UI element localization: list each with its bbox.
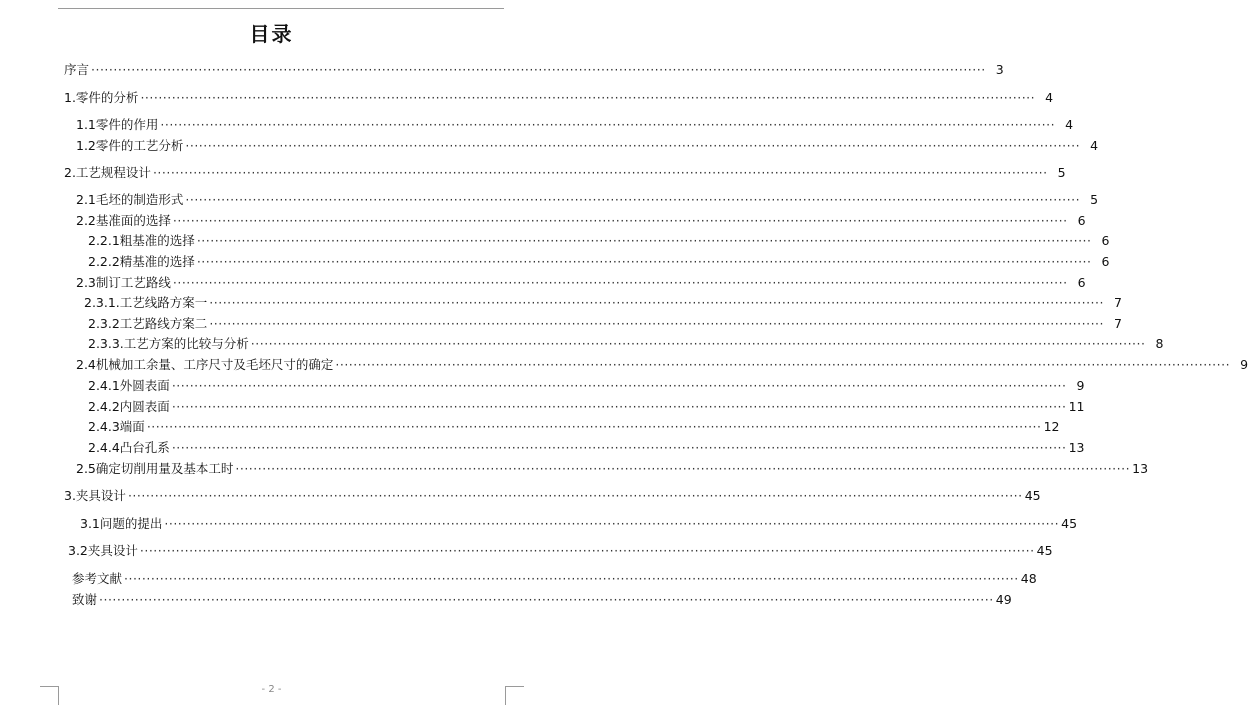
toc-entry-label: 2.5确定切削用量及基本工时 bbox=[76, 461, 234, 476]
toc-entry-page: 12 bbox=[1043, 419, 1060, 434]
toc-entry-page: 9 bbox=[1240, 357, 1248, 372]
toc-entry[interactable] bbox=[76, 137, 1099, 155]
page-number-footer: - 2 - bbox=[261, 684, 282, 695]
toc-entry-label: 2.2.2精基准的选择 bbox=[88, 254, 195, 269]
toc-entry-page: 6 bbox=[1077, 275, 1086, 290]
toc-entry[interactable] bbox=[76, 356, 1248, 374]
toc-entry-page: 4 bbox=[1065, 117, 1074, 132]
toc-entry-page: 6 bbox=[1077, 213, 1086, 228]
toc-entry[interactable] bbox=[76, 212, 1086, 230]
toc-leader-dots: ········································································································································································································ bbox=[209, 295, 1104, 310]
toc-leader-dots: ········································································································································································································ bbox=[250, 336, 1146, 351]
toc-leader-dots: ········································································································································································································ bbox=[164, 516, 1060, 531]
toc-entry-page: 9 bbox=[1076, 378, 1085, 393]
toc-entry-page: 11 bbox=[1068, 399, 1085, 414]
toc-entry-label: 2.工艺规程设计 bbox=[64, 165, 151, 180]
toc-leader-dots: ········································································································································································································ bbox=[160, 117, 1056, 132]
toc-entry-page: 45 bbox=[1061, 516, 1078, 531]
toc-entry[interactable] bbox=[88, 232, 1110, 250]
toc-entry[interactable] bbox=[72, 570, 1037, 588]
toc-entry-page: 4 bbox=[1090, 138, 1099, 153]
toc-entry-label: 1.2零件的工艺分析 bbox=[76, 138, 184, 153]
toc-entry-label: 3.1问题的提出 bbox=[80, 516, 163, 531]
toc-entry-page: 45 bbox=[1036, 543, 1053, 558]
toc-leader-dots: ········································································································································································································ bbox=[171, 399, 1067, 414]
toc-entry[interactable] bbox=[64, 487, 1041, 505]
toc-entry-page: 45 bbox=[1024, 488, 1041, 503]
toc-entry[interactable] bbox=[64, 61, 1004, 79]
toc-entry-label: 2.1毛坯的制造形式 bbox=[76, 192, 184, 207]
toc-entry-label: 3.2夹具设计 bbox=[68, 543, 138, 558]
toc-leader-dots: ········································································································································································································ bbox=[139, 543, 1035, 558]
toc-entry[interactable] bbox=[64, 89, 1054, 107]
toc-entry[interactable] bbox=[68, 542, 1053, 560]
toc-leader-dots: ········································································································································································································ bbox=[99, 592, 994, 607]
toc-entry-label: 2.4.2内圆表面 bbox=[88, 399, 170, 414]
toc-leader-dots: ········································································································································································································ bbox=[235, 461, 1131, 476]
toc-entry-label: 2.3制订工艺路线 bbox=[76, 275, 171, 290]
toc-entry-page: 6 bbox=[1101, 254, 1110, 269]
toc-entry-page: 13 bbox=[1132, 461, 1149, 476]
toc-leader-dots: ········································································································································································································ bbox=[172, 275, 1068, 290]
toc-entry[interactable] bbox=[72, 591, 1012, 609]
toc-entry-label: 2.3.1.工艺线路方案一 bbox=[84, 295, 208, 310]
toc-leader-dots: ········································································································································································································ bbox=[124, 571, 1019, 586]
toc-entry-page: 48 bbox=[1020, 571, 1037, 586]
header-rule bbox=[58, 8, 504, 9]
toc-leader-dots: ········································································································································································································ bbox=[209, 316, 1104, 331]
toc-entry-label: 2.4.3端面 bbox=[88, 419, 145, 434]
toc-entry[interactable] bbox=[88, 398, 1085, 416]
toc-entry-label: 1.1零件的作用 bbox=[76, 117, 159, 132]
toc-entry-page: 8 bbox=[1155, 336, 1164, 351]
toc-entry-label: 3.夹具设计 bbox=[64, 488, 126, 503]
toc-leader-dots: ········································································································································································································ bbox=[140, 90, 1036, 105]
toc-leader-dots: ········································································································································································································ bbox=[185, 192, 1081, 207]
toc-entry-page: 49 bbox=[995, 592, 1012, 607]
toc-entry-label: 1.零件的分析 bbox=[64, 90, 139, 105]
toc-entry-page: 13 bbox=[1068, 440, 1085, 455]
toc-leader-dots: ········································································································································································································ bbox=[171, 440, 1067, 455]
toc-entry-label: 2.4机械加工余量、工序尺寸及毛坯尺寸的确定 bbox=[76, 357, 334, 372]
toc-title: 目录 bbox=[249, 22, 294, 46]
toc-entry[interactable] bbox=[76, 460, 1149, 478]
toc-entry[interactable] bbox=[64, 164, 1066, 182]
toc-entry[interactable] bbox=[88, 315, 1122, 333]
toc-entry-label: 参考文献 bbox=[72, 571, 123, 586]
toc-entry-page: 7 bbox=[1114, 295, 1122, 310]
toc-leader-dots: ········································································································································································································ bbox=[196, 233, 1092, 248]
toc-leader-dots: ········································································································································································································ bbox=[152, 165, 1048, 180]
toc-entry-label: 序言 bbox=[64, 62, 90, 77]
toc-entry[interactable] bbox=[76, 116, 1074, 134]
toc-entry[interactable] bbox=[84, 294, 1122, 312]
toc-entry[interactable] bbox=[80, 515, 1078, 533]
toc-leader-dots: ········································································································································································································ bbox=[335, 357, 1231, 372]
toc-entry[interactable] bbox=[88, 418, 1060, 436]
toc-entry[interactable] bbox=[88, 377, 1085, 395]
toc-leader-dots: ········································································································································································································ bbox=[196, 254, 1092, 269]
toc-entry[interactable] bbox=[76, 191, 1099, 209]
toc-entry-label: 2.2.1粗基准的选择 bbox=[88, 233, 195, 248]
toc-entry-page: 5 bbox=[1057, 165, 1066, 180]
toc-entry-page: 4 bbox=[1045, 90, 1054, 105]
toc-leader-dots: ········································································································································································································ bbox=[172, 213, 1068, 228]
toc-entry-page: 3 bbox=[995, 62, 1004, 77]
toc-entry-page: 6 bbox=[1101, 233, 1110, 248]
toc-leader-dots: ········································································································································································································ bbox=[171, 378, 1067, 393]
toc-entry[interactable] bbox=[88, 335, 1164, 353]
toc-entry-page: 5 bbox=[1090, 192, 1099, 207]
toc-entry-label: 2.3.2工艺路线方案二 bbox=[88, 316, 208, 331]
toc-entry-label: 2.4.4凸台孔系 bbox=[88, 440, 170, 455]
toc-entry[interactable] bbox=[76, 274, 1086, 292]
toc-entry-label: 2.2基准面的选择 bbox=[76, 213, 171, 228]
toc-entry-label: 2.3.3.工艺方案的比较与分析 bbox=[88, 336, 249, 351]
toc-entry-label: 致谢 bbox=[72, 592, 98, 607]
toc-entry-page: 7 bbox=[1114, 316, 1122, 331]
toc-leader-dots: ········································································································································································································ bbox=[127, 488, 1023, 503]
toc-leader-dots: ········································································································································································································ bbox=[91, 62, 986, 77]
toc-entry-label: 2.4.1外圆表面 bbox=[88, 378, 170, 393]
toc-leader-dots: ········································································································································································································ bbox=[185, 138, 1081, 153]
toc-entry[interactable] bbox=[88, 253, 1110, 271]
toc-entry[interactable] bbox=[88, 439, 1085, 457]
toc-leader-dots: ········································································································································································································ bbox=[146, 419, 1042, 434]
